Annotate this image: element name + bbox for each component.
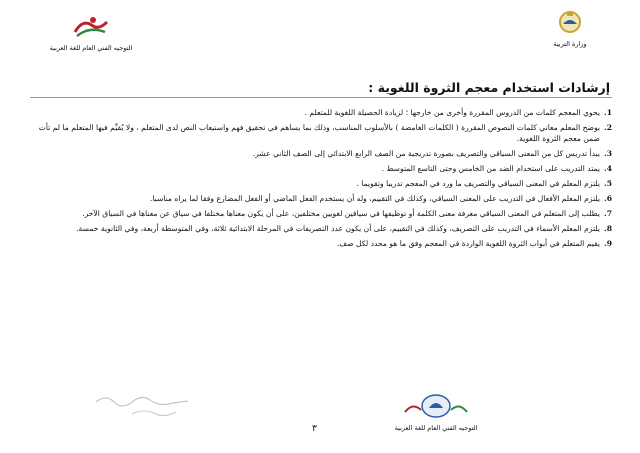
item-text: يقيم المتعلم في أبواب الثروة اللغوية الواردة في المعجم وفق ما هو محدد لكل صف. bbox=[336, 238, 600, 248]
title-divider bbox=[30, 97, 612, 98]
list-item bbox=[22, 149, 612, 160]
item-number: 1. bbox=[604, 108, 612, 117]
guidelines-list bbox=[22, 108, 612, 254]
signature-icon bbox=[92, 392, 192, 422]
list-item bbox=[22, 194, 612, 205]
ministry-emblem-icon bbox=[555, 10, 585, 36]
header-left-block bbox=[36, 14, 146, 52]
item-text: يمتد التدريب على استخدام الضد من الخامس وحتى التاسع المتوسط . bbox=[381, 163, 600, 173]
header-right-org: وزارة التربية bbox=[553, 40, 587, 48]
list-item bbox=[22, 108, 612, 119]
item-text: يبدأ تدريس كل من المعنى السياقي والتصريف بصورة تدريجية من الصف الرابع الابتدائي إلى الصف الثاني عشر. bbox=[252, 148, 600, 158]
footer-stamp-block bbox=[390, 392, 482, 432]
item-text: يلتزم المعلم في المعنى السياقي والتصريف ما ورد في المعجم تدريبا وتقويما . bbox=[356, 178, 600, 188]
list-item bbox=[22, 224, 612, 235]
official-stamp-icon bbox=[401, 392, 471, 420]
item-text: يحوي المعجم كلمات من الدروس المقررة وأخرى من خارجها ؛ لزيادة الحصيلة اللغوية للمتعلم . bbox=[304, 108, 600, 117]
header-right-block bbox=[540, 10, 600, 48]
item-number: 5. bbox=[604, 178, 612, 188]
arabic-supervision-logo-icon bbox=[69, 14, 113, 40]
item-number: 3. bbox=[604, 148, 612, 158]
list-item bbox=[22, 239, 612, 250]
item-text: يطلب إلى المتعلم في المعنى السياقي معرفة معنى الكلمة أو توظيفها في سياقين لغويين مختلفين، على أن يكون معناها مختلفا في سياق عن معناها في السياق الآخر. bbox=[82, 208, 600, 218]
page-number: ٣ bbox=[312, 424, 317, 434]
item-number: 4. bbox=[604, 163, 612, 173]
item-number: 8. bbox=[604, 223, 612, 233]
item-number: 7. bbox=[604, 208, 612, 218]
item-number: 9. bbox=[604, 238, 612, 248]
list-item bbox=[22, 164, 612, 175]
list-item bbox=[22, 179, 612, 190]
header-left-org: التوجيه الفني العام للغة العربية bbox=[49, 44, 133, 52]
list-item bbox=[22, 209, 612, 220]
item-text: يلتزم المعلم الأفعال في التدريب على المعنى السياقي، وكذلك في التقييم، وله أن يستخدم الفعل الماضي أو الفعل المضارع وفقا لما يراه مناسبا. bbox=[149, 193, 600, 203]
item-number: 2. bbox=[604, 122, 612, 132]
page-title: إرشادات استخدام معجم الثروة اللغوية : bbox=[368, 80, 610, 95]
item-text: يوضح المعلم معاني كلمات النصوص المقررة ( الكلمات الغامضة ) بالأسلوب المناسب، وذلك بما يساهم في تحقيق فهم واستيعاب النص لدى المتعلم ، ولا يُقيِّم فيها المتعلم ما لم تأت ضمن معجم الثروة اللغوية. bbox=[38, 122, 600, 143]
item-number: 6. bbox=[604, 193, 612, 203]
item-text: يلتزم المعلم الأسماء في التدريب على التصريف، وكذلك في التقييم، على أن يكون عدد التصريفات في المرحلة الابتدائية ثلاثة، وفي المتوسطة أربعة، وفي الثانوية خمسة. bbox=[76, 223, 600, 233]
footer-org: التوجيه الفني العام للغة العربية bbox=[394, 424, 478, 432]
list-item bbox=[22, 123, 612, 145]
